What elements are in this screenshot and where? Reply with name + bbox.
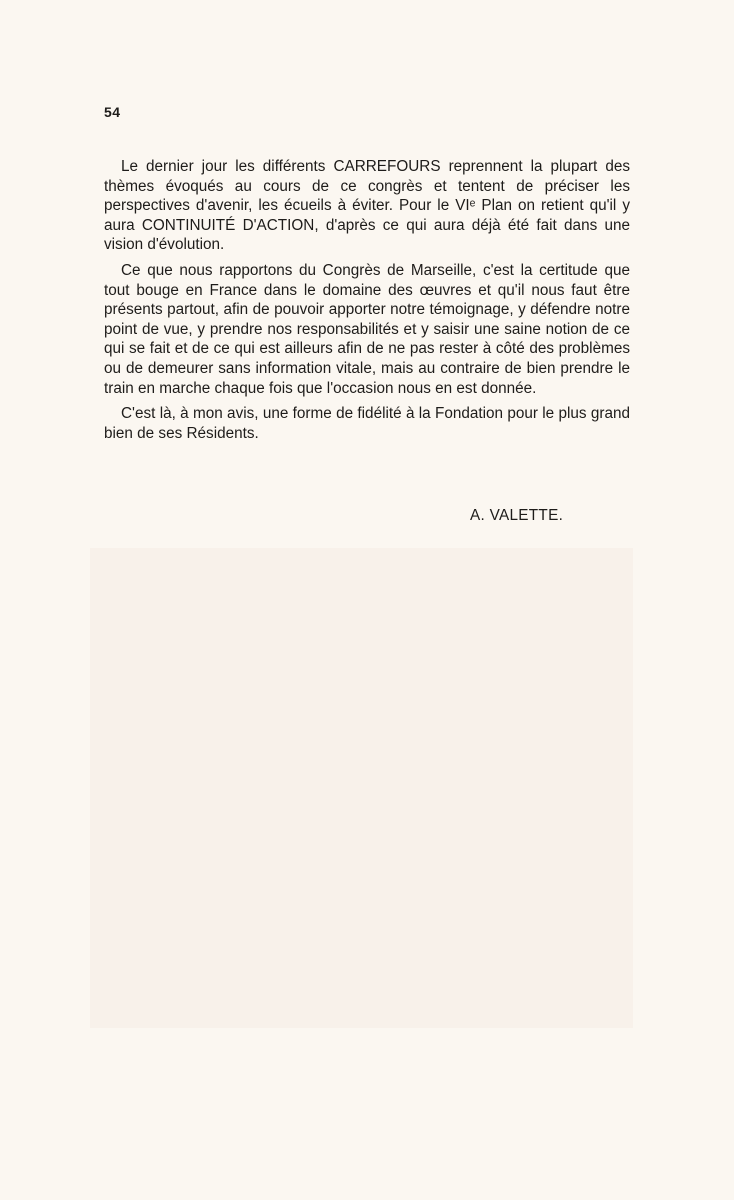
paragraph-1: Le dernier jour les différents CARREFOURS reprennent la plupart des thèmes évoqués au cours de ce congrès et tentent de préciser les perspectives d'avenir, les écueils à éviter. Pour le VIᵉ Plan on retient qu'il y aura CONTINUITÉ D'ACTION, d'après ce qui aura déjà été fait dans une vision d'évolution. xyxy=(104,158,630,254)
signature: A. VALETTE. xyxy=(470,507,564,524)
page-number: 54 xyxy=(104,104,121,120)
paragraph-3: C'est là, à mon avis, une forme de fidélité à la Fondation pour le plus grand bien de ses Résidents. xyxy=(104,405,630,442)
paragraph-2: Ce que nous rapportons du Congrès de Marseille, c'est la certitude que tout bouge en France dans le domaine des œuvres et qu'il nous faut être présents partout, afin de pouvoir apporter notre témoignage, y défendre notre point de vue, y prendre nos responsabilités et y saisir une saine notion de ce qui se fait et de ce qui est ailleurs afin de ne pas rester à côté des problèmes ou de demeurer sans information vitale, mais au contraire de bien prendre le train en marche chaque fois que l'occasion nous en est donnée. xyxy=(104,261,630,397)
body-text xyxy=(104,157,630,449)
paper-tone-block xyxy=(90,548,633,1028)
